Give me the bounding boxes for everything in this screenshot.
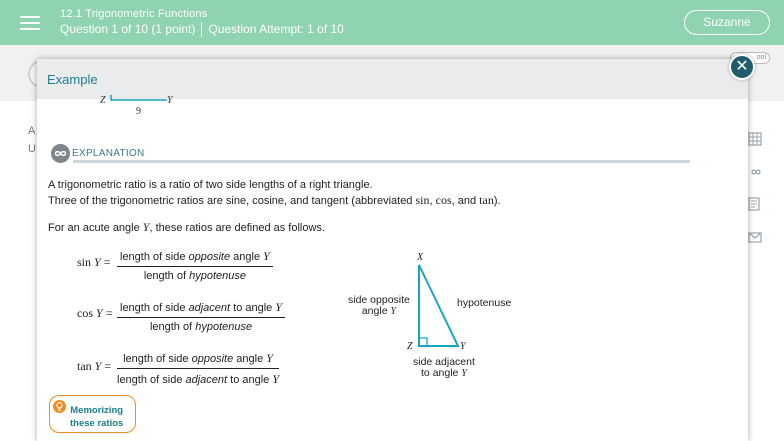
notes-icon <box>748 197 762 211</box>
right-triangle-diagram <box>416 264 466 354</box>
example-modal: Example Z Y 9 EXPLANATION A trigonometric ratio is a ratio of two side lengths of a right triangle. Three of the trigonometric ratios are sine, cosine, and tangent (abbreviated sin, cos, and tan). For an acute angle Y, these ratios are defined as follows. sin Y = length of side opposite angle Y length of hypotenuse cos Y = length of side adjacent to angle Y length of hypotenuse tan Y = length of side opposite angle Y length of side adjacent to angle Y X Z Y side opposite angle Y hypotenuse side adjacent to angle Y Memorizing these ratios <box>37 59 748 441</box>
cos-abbrev: cos <box>435 193 452 207</box>
lightbulb-icon <box>53 400 66 413</box>
adjacent-side-label: side adjacent to angle Y <box>413 356 475 379</box>
vertex-x-label: X <box>417 252 424 263</box>
vertex-y-label: Y <box>460 341 466 352</box>
background-text-u: U <box>28 143 36 155</box>
sin-abbrev: sin <box>415 193 430 207</box>
paragraph-acute-angle: For an acute angle Y, these ratios are defined as follows. <box>48 220 325 234</box>
background-tool-button: ool <box>730 52 770 64</box>
close-button[interactable]: ✕ <box>729 54 755 80</box>
menu-icon[interactable] <box>20 13 40 31</box>
sine-fraction: length of side opposite angle Y length of hypotenuse <box>117 249 273 282</box>
question-label: Question 1 of 10 (1 point) <box>60 22 196 36</box>
memorizing-ratios-button[interactable] <box>49 395 136 433</box>
paragraph-ratios: Three of the trigonometric ratios are sine, cosine, and tangent (abbreviated sin, cos, and tan). <box>48 193 501 207</box>
question-info <box>60 22 344 37</box>
explanation-label: EXPLANATION <box>72 148 145 159</box>
tangent-fraction: length of side opposite angle Y length of side adjacent to angle Y <box>117 351 280 386</box>
divider <box>201 22 202 37</box>
cosine-fraction: length of side adjacent to angle Y length of hypotenuse <box>117 300 285 333</box>
modal-header <box>37 59 748 99</box>
mail-icon <box>748 230 762 244</box>
background-text-a: A <box>28 125 36 137</box>
explanation-divider <box>73 160 690 163</box>
modal-title: Example <box>47 72 98 87</box>
assignment-title: 12.1 Trigonometric Functions <box>60 8 208 20</box>
memorizing-ratios-label: Memorizing these ratios <box>70 405 124 429</box>
attempt-label: Question Attempt: <box>208 22 304 36</box>
user-menu-button[interactable]: Suzanne <box>684 10 770 35</box>
vertex-z-label: Z <box>407 341 413 352</box>
top-bar <box>0 0 784 45</box>
grid-icon <box>748 132 762 146</box>
cut-label-y: Y <box>167 95 173 106</box>
explanation-icon <box>51 144 70 163</box>
cut-label-z: Z <box>100 95 106 106</box>
tan-abbrev: tan <box>479 193 494 207</box>
attempt-value: 1 of 10 <box>307 22 344 36</box>
assignment-header <box>60 8 344 37</box>
paragraph-definition: A trigonometric ratio is a ratio of two side lengths of a right triangle. <box>48 179 373 191</box>
infinity-icon <box>748 165 762 179</box>
opposite-side-label: side opposite angle Y <box>348 294 410 317</box>
cut-label-nine: 9 <box>136 106 141 117</box>
hypotenuse-label: hypotenuse <box>457 297 512 309</box>
